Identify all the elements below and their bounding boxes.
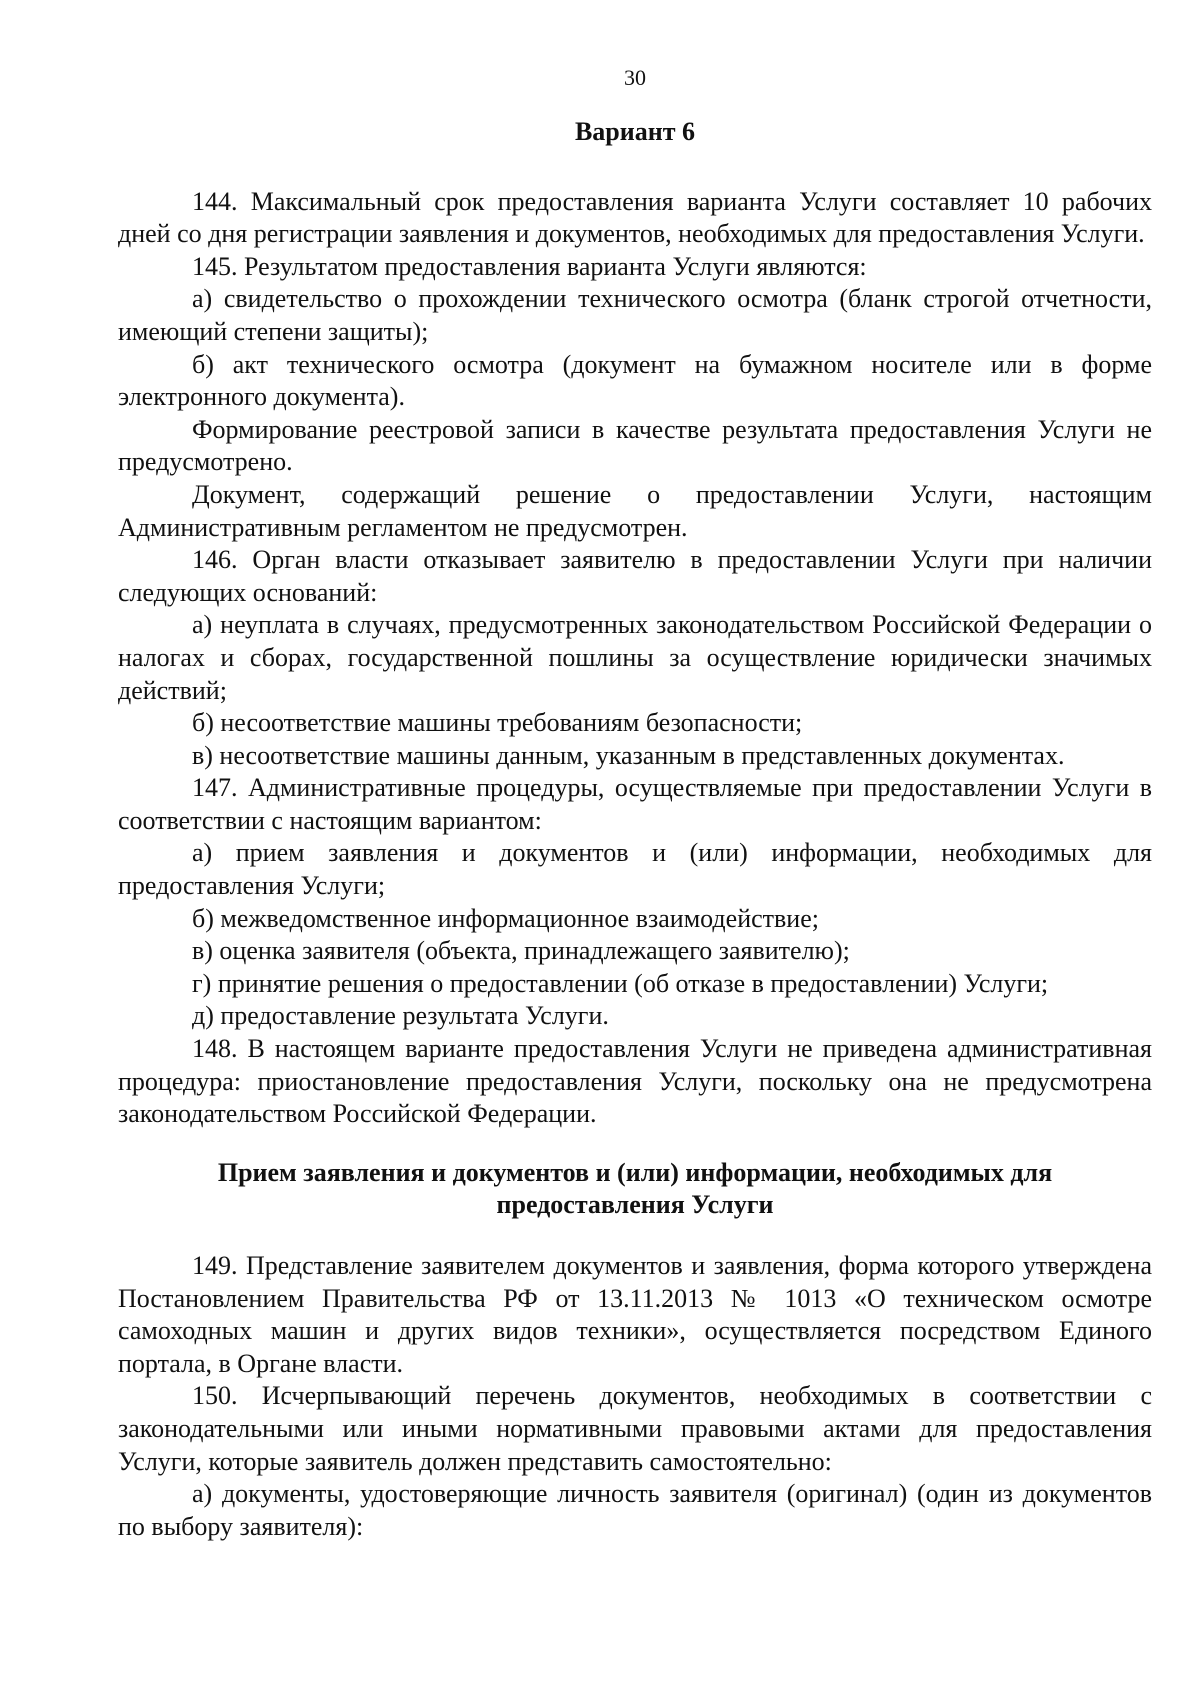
- paragraph-147: 147. Административные процедуры, осуществляемые при предоставлении Услуги в соответствии с настоящим вариантом:: [118, 773, 1152, 835]
- variant-heading: Вариант 6: [574, 117, 696, 146]
- paragraph-147-b: б) межведомственное информационное взаимодействие;: [192, 903, 819, 933]
- paragraph-150: 150. Исчерпывающий перечень документов, необходимых в соответствии с законодательными или иными нормативными правовыми актами для предоставления Услуги, которые заявитель должен представить самостоятельно:: [118, 1381, 1152, 1476]
- document-page: [118, 64, 1152, 1543]
- paragraph-146-a: а) неуплата в случаях, предусмотренных законодательством Российской Федерации о налогах и сборах, государственной пошлины за осуществление юридически значимых действий;: [118, 610, 1152, 705]
- paragraph-145-b: б) акт технического осмотра (документ на бумажном носителе или в форме электронного документа).: [118, 349, 1152, 412]
- paragraph-146-b: б) несоответствие машины требованиям безопасности;: [192, 708, 803, 738]
- body-text-part2: [118, 1250, 1152, 1543]
- paragraph-147-g: г) принятие решения о предоставлении (об отказе в предоставлении) Услуги;: [192, 968, 1049, 998]
- paragraph-145: 145. Результатом предоставления варианта Услуги являются:: [192, 251, 867, 281]
- section-heading-line2: предоставления Услуги: [496, 1190, 774, 1220]
- paragraph-150-a: а) документы, удостоверяющие личность заявителя (оригинал) (один из документов по выбору заявителя):: [118, 1479, 1152, 1541]
- paragraph-registry-record: Формирование реестровой записи в качестве результата предоставления Услуги не предусмотрено.: [118, 414, 1152, 477]
- paragraph-148: 148. В настоящем варианте предоставления Услуги не приведена административная процедура: приостановление предоставления Услуги, поскольку она не предусмотрена законодательством Российской Федерации.: [118, 1034, 1152, 1129]
- section-heading-line1: Прием заявления и документов и (или) информации, необходимых для: [217, 1157, 1053, 1187]
- paragraph-decision-document: Документ, содержащий решение о предоставлении Услуги, настоящим Административным регламентом не предусмотрен.: [118, 479, 1152, 542]
- paragraph-147-d: д) предоставление результата Услуги.: [192, 1001, 609, 1031]
- page-number: 30: [624, 65, 646, 90]
- section-heading: [118, 1157, 1152, 1222]
- paragraph-145-a: а) свидетельство о прохождении технического осмотра (бланк строгой отчетности, имеющий степени защиты);: [118, 284, 1152, 346]
- body-text-part1: [118, 186, 1152, 1131]
- paragraph-146: 146. Орган власти отказывает заявителю в предоставлении Услуги при наличии следующих оснований:: [118, 545, 1152, 607]
- paragraph-147-a: а) прием заявления и документов и (или) информации, необходимых для предоставления Услуги;: [118, 838, 1152, 901]
- paragraph-146-v: в) несоответствие машины данным, указанным в представленных документах.: [192, 740, 1065, 770]
- paragraph-147-v: в) оценка заявителя (объекта, принадлежащего заявителю);: [192, 936, 850, 966]
- paragraph-149: 149. Представление заявителем документов и заявления, форма которого утверждена Постановлением Правительства РФ от 13.11.2013 № 1013 «О техническом осмотре самоходных машин и других видов техники», осуществляется посредством Единого портала, в Органе власти.: [118, 1251, 1152, 1378]
- paragraph-144: 144. Максимальный срок предоставления варианта Услуги составляет 10 рабочих дней со дня регистрации заявления и документов, необходимых для предоставления Услуги.: [118, 186, 1152, 249]
